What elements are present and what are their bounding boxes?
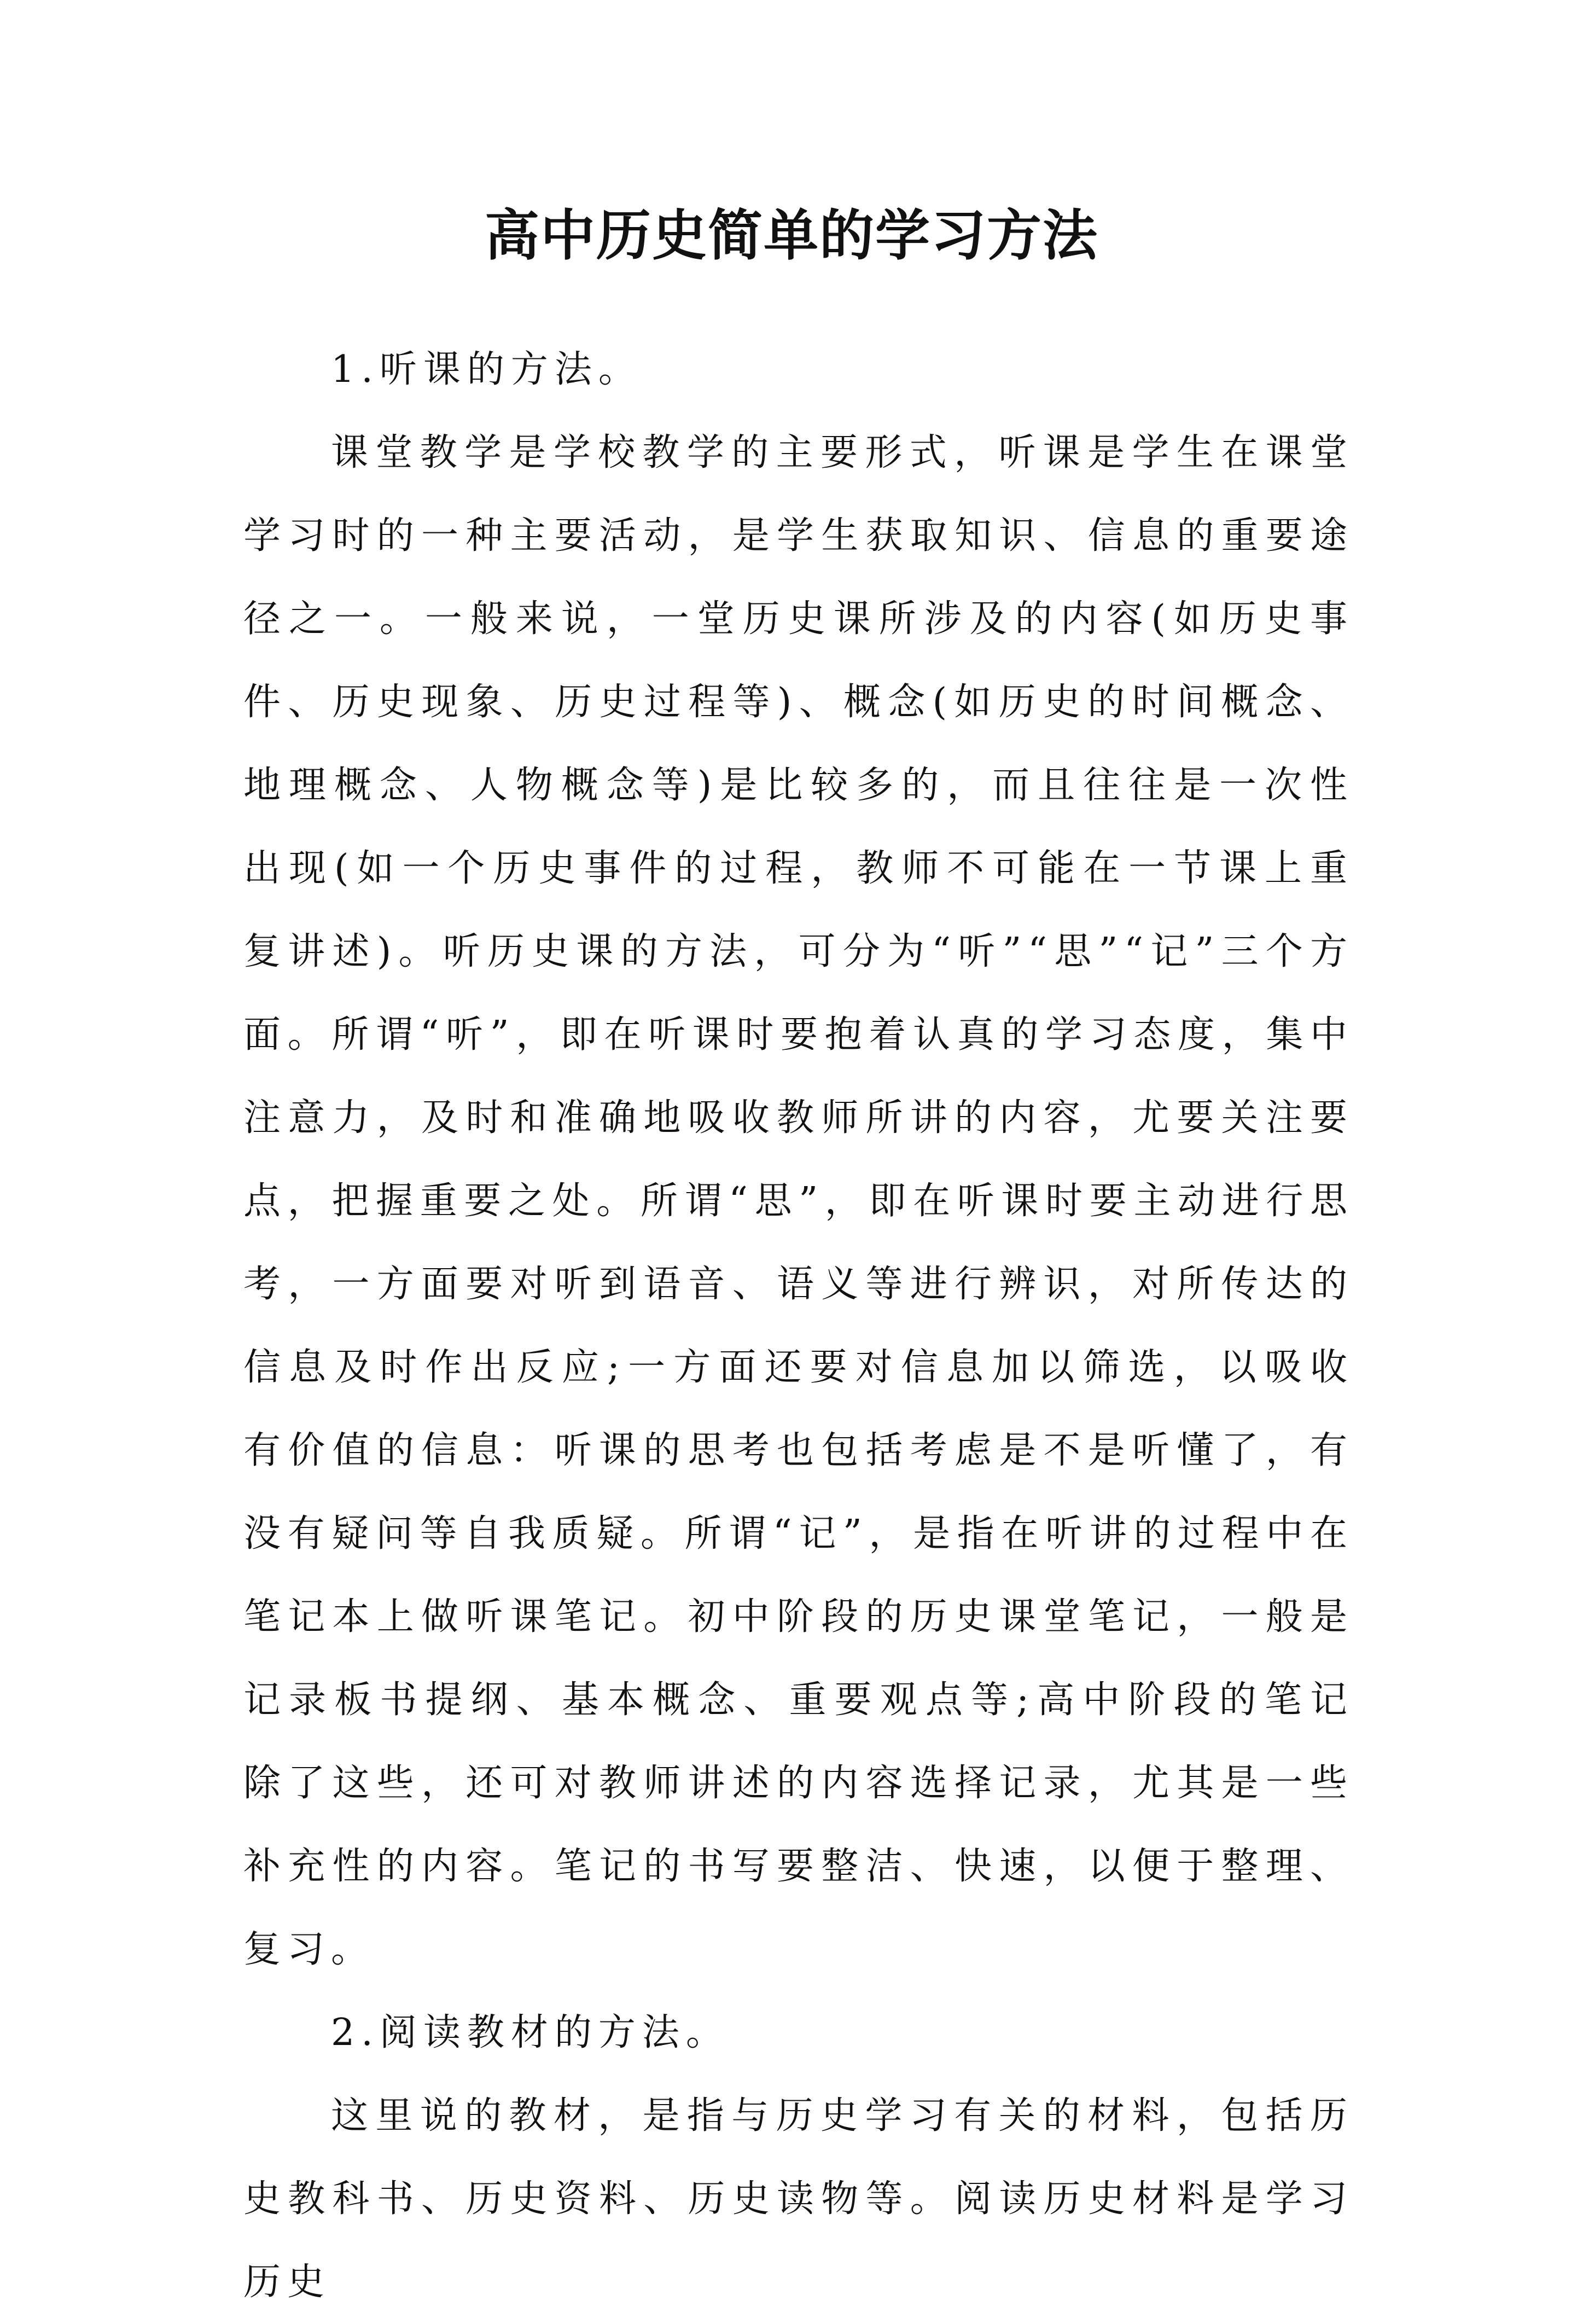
document-title: 高中历史简单的学习方法 [485, 203, 1098, 268]
section-heading-reading: 2.阅读教材的方法。 [331, 2011, 730, 2054]
document-body [243, 328, 1354, 2324]
paragraph-reading-method: 这里说的教材，是指与历史学习有关的材料，包括历史教科书、历史资料、历史读物等。阅读历史材料是学习历史 [243, 2094, 1354, 2304]
section-heading-listening: 1.听课的方法。 [331, 348, 642, 391]
paragraph-listening-method: 课堂教学是学校教学的主要形式，听课是学生在课堂学习时的一种主要活动，是学生获取知识、信息的重要途径之一。一般来说，一堂历史课所涉及的内容(如历史事件、历史现象、历史过程等)、概念(如历史的时间概念、地理概念、人物概念等)是比较多的，而且往往是一次性出现(如一个历史事件的过程，教师不可能在一节课上重复讲述)。听历史课的方法，可分为“听”“思”“记”三个方面。所谓“听”，即在听课时要抱着认真的学习态度，集中注意力，及时和准确地吸收教师所讲的内容，尤要关注要点，把握重要之处。所谓“思”，即在听课时要主动进行思考，一方面要对听到语音、语义等进行辨识，对所传达的信息及时作出反应;一方面还要对信息加以筛选，以吸收有价值的信息：听课的思考也包括考虑是不是听懂了，有没有疑问等自我质疑。所谓“记”，是指在听讲的过程中在笔记本上做听课笔记。初中阶段的历史课堂笔记，一般是记录板书提纲、基本概念、重要观点等;高中阶段的笔记除了这些，还可对教师讲述的内容选择记录，尤其是一些补充性的内容。笔记的书写要整洁、快速，以便于整理、复习。 [243, 431, 1354, 1971]
